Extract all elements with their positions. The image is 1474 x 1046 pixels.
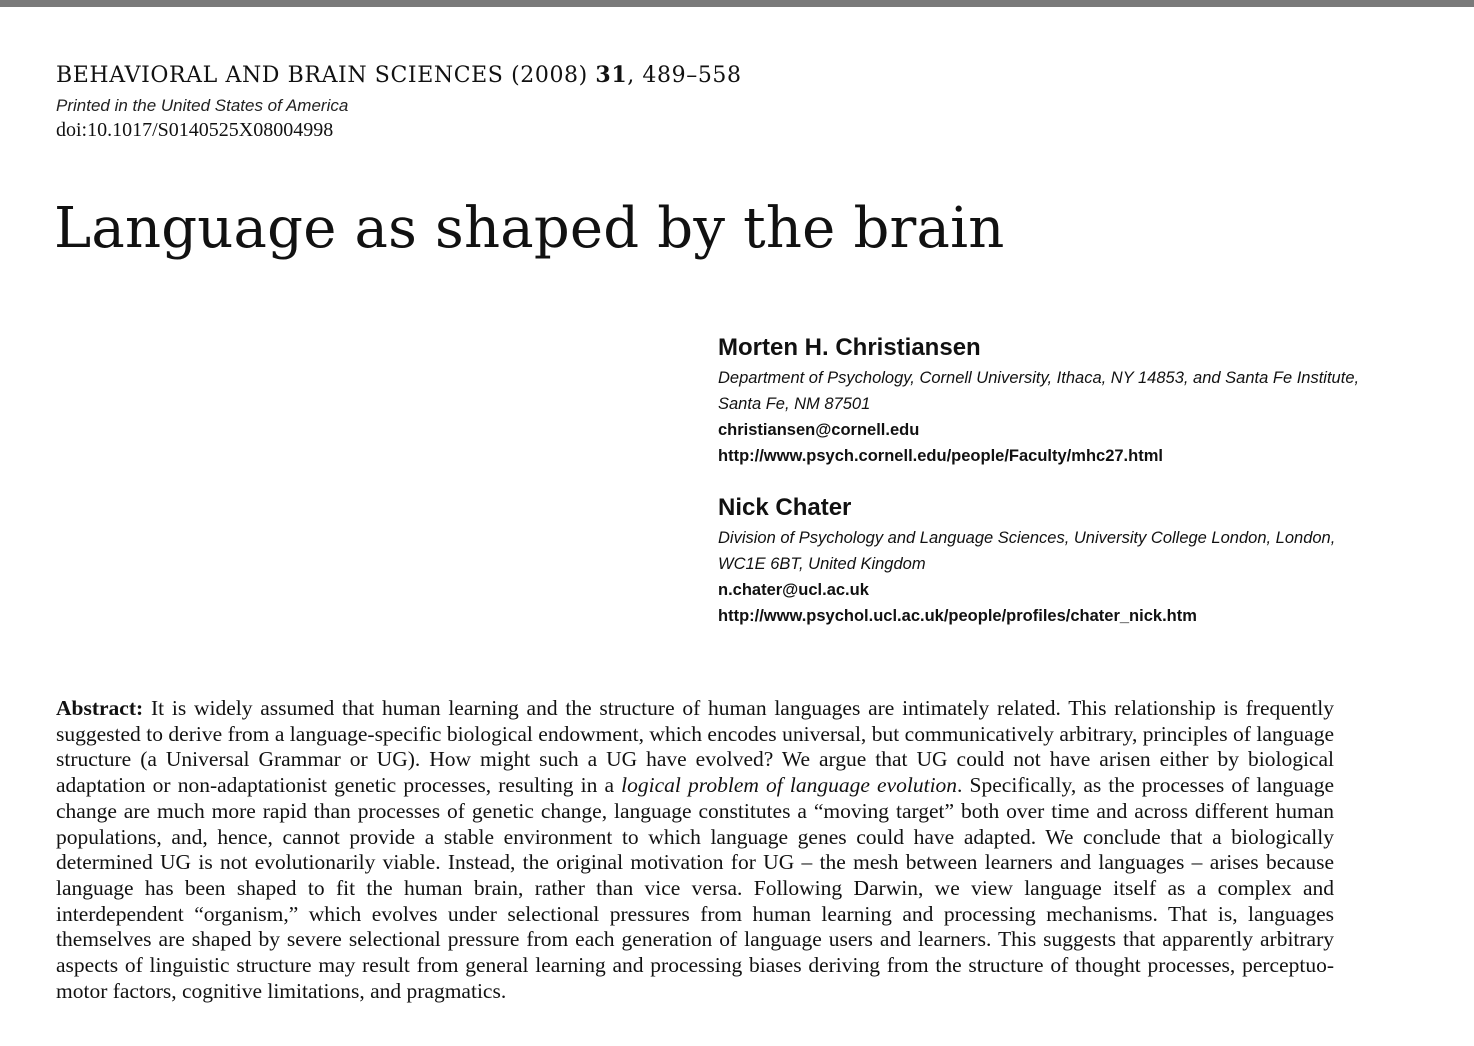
abstract-emphasis: logical problem of language evolution (621, 773, 958, 798)
paper-title: Language as shaped by the brain (54, 196, 1005, 261)
author-url[interactable]: http://www.psych.cornell.edu/people/Faculty/mhc27.html (718, 447, 1163, 465)
journal-citation (56, 62, 742, 88)
author-name: Nick Chater (718, 494, 852, 521)
top-border-bar (0, 0, 1474, 7)
abstract-text: It is widely assumed that human learning and the structure of human languages are intimately related. This relationship is frequently suggested to derive from a language-specific biological endowment, which encodes universal, but communicatively arbitrary, principles of language structure (a Universal Grammar or UG). How might such a UG have evolved? We argue that UG could not have arisen either by biological adaptation or non-adaptationist genetic processes, resulting in a (56, 696, 1334, 798)
author-block (718, 493, 1368, 629)
journal-year: (2008) (511, 63, 588, 88)
journal-pages: , 489–558 (627, 63, 742, 88)
abstract (56, 696, 1334, 1004)
author-affiliation: Department of Psychology, Cornell University, Ithaca, NY 14853, and Santa Fe Institute, Santa Fe, NM 87501 (718, 369, 1360, 413)
journal-name: BEHAVIORAL AND BRAIN SCIENCES (56, 63, 504, 88)
author-block (718, 333, 1368, 469)
doi: doi:10.1017/S0140525X08004998 (56, 119, 334, 141)
author-email[interactable]: n.chater@ucl.ac.uk (718, 581, 869, 599)
journal-volume: 31 (595, 62, 628, 88)
author-email[interactable]: christiansen@cornell.edu (718, 421, 920, 439)
printed-in-note: Printed in the United States of America (56, 96, 349, 115)
abstract-text-continued: . Specifically, as the processes of language change are much more rapid than processes of genetic change, language constitutes a “moving target” both over time and across different human populations, and, hence, cannot provide a stable environment to which language genes could have adapted. We conclude that a biologically determined UG is not evolutionarily viable. Instead, the original motivation for UG – the mesh between learners and languages – arises because language has been shaped to fit the human brain, rather than vice versa. Following Darwin, we view language itself as a complex and interdependent “organism,” which evolves under selectional pressures from human learning and processing mechanisms. That is, languages themselves are shaped by severe selectional pressure from each generation of language users and learners. This suggests that apparently arbitrary aspects of linguistic structure may result from general learning and processing biases deriving from the structure of thought processes, perceptuo-motor factors, cognitive limitations, and pragmatics. (56, 773, 1334, 1003)
author-name: Morten H. Christiansen (718, 334, 981, 361)
abstract-label: Abstract: (56, 696, 144, 720)
author-url[interactable]: http://www.psychol.ucl.ac.uk/people/profiles/chater_nick.htm (718, 607, 1197, 625)
author-list (718, 333, 1368, 653)
author-affiliation: Division of Psychology and Language Sciences, University College London, London, WC1E 6BT, United Kingdom (718, 529, 1336, 573)
